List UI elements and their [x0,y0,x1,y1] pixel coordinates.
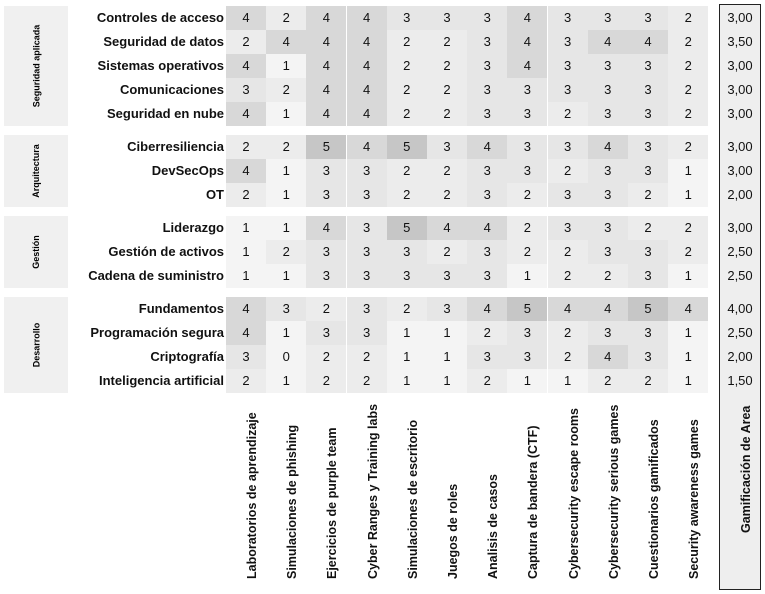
heatmap-cell: 2 [588,369,628,393]
heatmap-cell: 2 [387,183,427,207]
group-label-text: Gestión [30,235,41,269]
heatmap-cell: 5 [387,216,427,240]
total-value: 2,00 [727,349,753,364]
heatmap-cell: 3 [588,6,628,30]
heatmap-cell: 2 [668,216,708,240]
heatmap-cell: 2 [467,369,507,393]
total-column-label-text: Gamificación de Area [739,405,753,533]
row-label: Comunicaciones [119,82,224,97]
heatmap-cell: 5 [387,135,427,159]
heatmap-cell: 3 [548,54,588,78]
heatmap-cell: 1 [266,321,306,345]
heatmap-cell: 4 [306,78,346,102]
total-value: 3,00 [727,82,753,97]
heatmap-cell: 3 [467,345,507,369]
group-label-text: Arquitectura [30,144,41,198]
column-label-text: Juegos de roles [446,483,460,579]
group-label-text: Seguridad aplicada [31,24,41,108]
heatmap-cell: 3 [548,78,588,102]
heatmap-cell: 2 [387,54,427,78]
column-label [548,406,588,586]
heatmap-cell: 3 [588,78,628,102]
heatmap-cell: 4 [226,297,266,321]
heatmap-cell: 3 [306,159,346,183]
total-value: 4,00 [727,301,753,316]
heatmap-cell: 1 [427,345,467,369]
heatmap-cell: 4 [668,297,708,321]
heatmap-cell: 3 [628,321,668,345]
heatmap-cell: 2 [548,321,588,345]
heatmap-cell: 2 [668,54,708,78]
heatmap-cell: 2 [387,78,427,102]
column-label-text: Simulaciones de escritorio [405,419,420,579]
heatmap-cell: 4 [306,54,346,78]
heatmap-cell: 3 [467,30,507,54]
heatmap-cell: 3 [387,240,427,264]
total-value: 1,50 [727,373,753,388]
heatmap-cell: 2 [427,240,467,264]
column-label-text: Cuestionarios gamificados [647,419,661,579]
heatmap-cell: 1 [668,159,708,183]
heatmap-cell: 1 [427,369,467,393]
heatmap-cell: 4 [306,102,346,126]
heatmap-cell: 3 [507,345,547,369]
column-label [588,406,628,586]
heatmap-cell: 4 [507,54,547,78]
column-label-text: Cybersecurity serious games [606,404,621,579]
total-value: 3,00 [727,139,753,154]
heatmap-cell: 2 [628,183,668,207]
column-label-text: Simulaciones de phishing [285,424,300,579]
heatmap-cell: 5 [507,297,547,321]
heatmap-cell: 3 [467,264,507,288]
heatmap-cell: 4 [507,30,547,54]
heatmap-cell: 2 [226,135,266,159]
heatmap-cell: 1 [266,183,306,207]
heatmap-cell: 4 [427,216,467,240]
heatmap-cell: 4 [226,159,266,183]
group-label [4,297,68,393]
heatmap-cell: 2 [668,30,708,54]
heatmap-cell: 3 [588,216,628,240]
column-label [306,406,346,586]
heatmap-cell: 2 [548,240,588,264]
heatmap-cell: 4 [347,54,387,78]
group-label [4,6,68,126]
heatmap-cell: 3 [548,30,588,54]
heatmap-cell: 3 [628,135,668,159]
heatmap-cell: 3 [507,321,547,345]
heatmap-cell: 3 [507,135,547,159]
heatmap-cell: 4 [306,216,346,240]
heatmap-cell: 1 [427,321,467,345]
heatmap-cell: 4 [226,321,266,345]
heatmap-cell: 2 [387,297,427,321]
row-label: Gestión de activos [108,244,224,259]
heatmap-cell: 3 [507,159,547,183]
row-label: Programación segura [90,325,224,340]
heatmap-cell: 2 [427,54,467,78]
row-label: Seguridad en nube [106,106,224,121]
heatmap-cell: 1 [266,159,306,183]
heatmap-cell: 2 [226,183,266,207]
column-label [668,406,708,586]
heatmap-cell: 2 [668,135,708,159]
heatmap-cell: 2 [226,30,266,54]
heatmap-cell: 1 [668,369,708,393]
row-label: Seguridad de datos [103,34,224,49]
heatmap-cell: 1 [668,321,708,345]
heatmap-cell: 1 [266,102,306,126]
heatmap-cell: 2 [668,102,708,126]
heatmap-cell: 3 [628,159,668,183]
heatmap-cell: 3 [628,78,668,102]
heatmap-cell: 2 [507,183,547,207]
heatmap-cell: 2 [427,102,467,126]
heatmap-cell: 3 [628,264,668,288]
heatmap-cell: 1 [266,216,306,240]
heatmap-cell: 3 [467,78,507,102]
heatmap-cell: 3 [347,264,387,288]
heatmap-cell: 2 [628,216,668,240]
heatmap-cell: 2 [226,369,266,393]
heatmap-cell: 4 [467,216,507,240]
heatmap-cell: 2 [548,264,588,288]
heatmap-cell: 3 [427,264,467,288]
heatmap-cell: 3 [467,240,507,264]
row-label: Fundamentos [138,301,224,316]
heatmap-cell: 0 [266,345,306,369]
heatmap-cell: 2 [347,345,387,369]
column-label-text: Captura de bandera (CTF) [526,425,541,579]
column-label-text: Security awareness games [687,419,702,579]
heatmap-cell: 3 [226,345,266,369]
column-label [507,406,547,586]
row-label: OT [205,187,224,202]
heatmap-cell: 1 [668,345,708,369]
heatmap-cell: 3 [507,102,547,126]
heatmap-cell: 2 [427,30,467,54]
heatmap-cell: 2 [387,159,427,183]
heatmap-cell: 3 [347,216,387,240]
heatmap-cell: 3 [427,297,467,321]
heatmap-cell: 4 [347,78,387,102]
heatmap-cell: 3 [387,6,427,30]
column-label-text: Analisis de casos [486,474,501,579]
heatmap-cell: 4 [306,6,346,30]
heatmap-cell: 2 [668,6,708,30]
heatmap-cell: 3 [467,102,507,126]
heatmap-cell: 4 [588,345,628,369]
heatmap-cell: 3 [588,54,628,78]
heatmap-cell: 2 [467,321,507,345]
heatmap-cell: 2 [266,240,306,264]
heatmap-cell: 1 [548,369,588,393]
heatmap-cell: 2 [507,240,547,264]
heatmap-cell: 4 [548,297,588,321]
heatmap-cell: 4 [226,102,266,126]
heatmap-cell: 3 [588,183,628,207]
total-value: 3,00 [727,163,753,178]
heatmap-cell: 4 [467,135,507,159]
heatmap-cell: 4 [628,30,668,54]
heatmap-cell: 2 [628,369,668,393]
heatmap-cell: 2 [427,159,467,183]
heatmap-cell: 4 [588,135,628,159]
column-label [467,406,507,586]
heatmap-cell: 3 [628,345,668,369]
row-label: Controles de acceso [96,10,224,25]
heatmap-cell: 3 [628,102,668,126]
heatmap-cell: 1 [266,54,306,78]
heatmap-cell: 3 [548,6,588,30]
column-label [628,406,668,586]
heatmap-cell: 2 [387,30,427,54]
heatmap-cell: 3 [347,321,387,345]
heatmap-cell: 3 [507,78,547,102]
total-value: 2,50 [727,325,753,340]
heatmap-cell: 3 [548,135,588,159]
column-label-text: Cybersecurity escape rooms [566,408,581,579]
heatmap-cell: 4 [467,297,507,321]
heatmap-cell: 3 [467,183,507,207]
heatmap-cell: 2 [306,345,346,369]
row-label: Cadena de suministro [88,268,224,283]
heatmap-cell: 1 [226,216,266,240]
heatmap-cell: 2 [387,102,427,126]
heatmap-cell: 4 [226,6,266,30]
heatmap-cell: 4 [226,54,266,78]
heatmap-cell: 2 [507,216,547,240]
row-label: Sistemas operativos [97,58,224,73]
heatmap-cell: 3 [588,102,628,126]
row-label: Inteligencia artificial [99,373,224,388]
column-label-text: Laboratorios de aprendizaje [245,412,259,579]
heatmap-cell: 5 [628,297,668,321]
row-label: Criptografía [150,349,224,364]
total-value: 3,00 [727,220,753,235]
heatmap-cell: 1 [507,264,547,288]
group-label [4,216,68,288]
heatmap-cell: 4 [306,30,346,54]
heatmap-cell: 1 [387,345,427,369]
total-value: 2,50 [727,268,753,283]
group-label [4,135,68,207]
heatmap-cell: 4 [507,6,547,30]
heatmap-cell: 1 [226,240,266,264]
heatmap-cell: 5 [306,135,346,159]
total-value: 3,00 [727,106,753,121]
column-label [226,406,266,586]
heatmap-cell: 2 [427,78,467,102]
total-value: 3,00 [727,58,753,73]
heatmap-cell: 2 [548,159,588,183]
heatmap-cell: 2 [306,297,346,321]
heatmap-cell: 4 [266,30,306,54]
heatmap-cell: 3 [588,240,628,264]
heatmap-cell: 1 [387,369,427,393]
heatmap-cell: 3 [427,135,467,159]
column-label [266,406,306,586]
heatmap-cell: 3 [306,183,346,207]
total-value: 3,50 [727,34,753,49]
heatmap-cell: 2 [266,6,306,30]
heatmap-cell: 3 [347,297,387,321]
heatmap-cell: 2 [668,240,708,264]
heatmap-cell: 3 [548,183,588,207]
heatmap-cell: 2 [306,369,346,393]
heatmap-cell: 1 [266,264,306,288]
heatmap-cell: 3 [347,159,387,183]
heatmap-cell: 3 [427,6,467,30]
heatmap-cell: 3 [266,297,306,321]
total-column-label [720,402,760,590]
heatmap-cell: 1 [387,321,427,345]
heatmap-cell: 2 [548,102,588,126]
row-label: Liderazgo [162,220,224,235]
row-label: Ciberresiliencia [127,139,224,154]
heatmap-cell: 3 [306,240,346,264]
heatmap-cell: 1 [668,183,708,207]
heatmap-cell: 3 [467,159,507,183]
heatmap-cell: 2 [266,78,306,102]
heatmap-cell: 2 [548,345,588,369]
column-label [387,406,427,586]
heatmap-cell: 3 [467,54,507,78]
heatmap-cell: 3 [628,6,668,30]
heatmap-cell: 3 [588,159,628,183]
group-label-text: Desarrollo [31,322,41,368]
heatmap-cell: 3 [347,183,387,207]
heatmap-cell: 1 [507,369,547,393]
total-value: 3,00 [727,10,753,25]
heatmap-cell: 4 [347,30,387,54]
heatmap-cell: 3 [588,321,628,345]
heatmap-cell: 2 [427,183,467,207]
heatmap-cell: 3 [226,78,266,102]
row-label: DevSecOps [151,163,224,178]
column-label [427,406,467,586]
heatmap-cell: 3 [347,240,387,264]
heatmap-cell: 4 [588,30,628,54]
heatmap-cell: 4 [347,6,387,30]
heatmap-cell: 1 [226,264,266,288]
heatmap-cell: 2 [588,264,628,288]
heatmap-cell: 3 [548,216,588,240]
total-value: 2,50 [727,244,753,259]
heatmap-cell: 4 [347,135,387,159]
heatmap-cell: 3 [306,321,346,345]
heatmap-cell: 1 [668,264,708,288]
heatmap-cell: 3 [628,240,668,264]
heatmap-cell: 3 [387,264,427,288]
heatmap-cell: 3 [306,264,346,288]
column-label-text: Cyber Ranges y Training labs [365,403,380,579]
heatmap-cell: 2 [266,135,306,159]
heatmap-cell: 1 [266,369,306,393]
heatmap-cell: 4 [588,297,628,321]
heatmap-cell: 3 [467,6,507,30]
heatmap-cell: 2 [347,369,387,393]
heatmap-cell: 3 [628,54,668,78]
column-label [347,403,387,586]
heatmap-cell: 2 [668,78,708,102]
column-label-text: Ejercicios de purple team [325,427,340,579]
heatmap-cell: 4 [347,102,387,126]
total-value: 2,00 [727,187,753,202]
